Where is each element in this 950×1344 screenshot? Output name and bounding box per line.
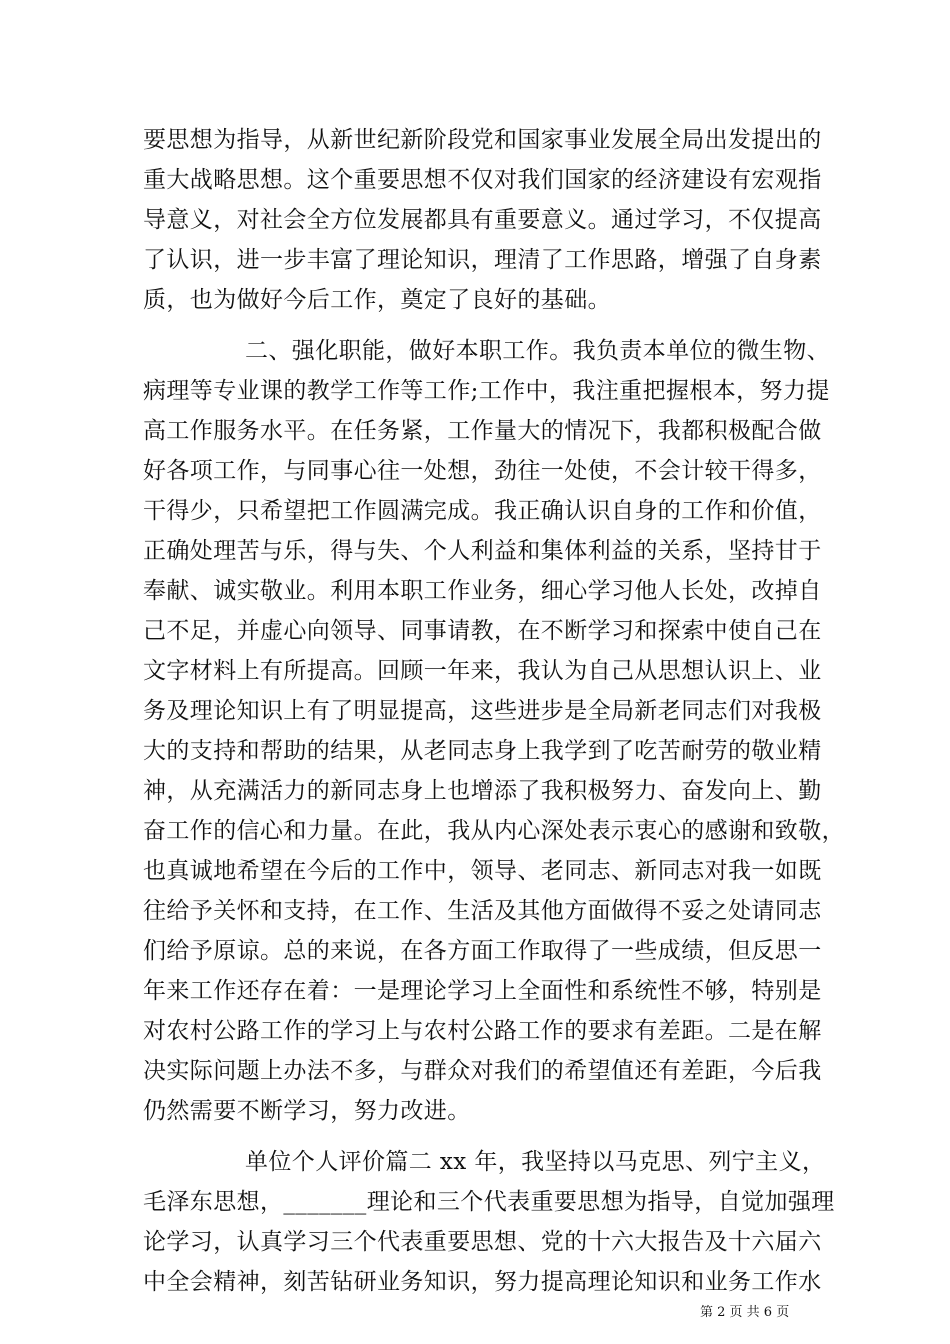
text-line: 决实际问题上办法不多，与群众对我们的希望值还有差距，今后我 <box>143 1058 822 1084</box>
text-line: 好各项工作，与同事心往一处想，劲往一处使，不会计较干得多， <box>143 458 822 484</box>
text-line: 中全会精神，刻苦钻研业务知识，努力提高理论知识和业务工作水 <box>143 1269 822 1295</box>
text-line: 重大战略思想。这个重要思想不仅对我们国家的经济建设有宏观指 <box>143 167 822 193</box>
text-line: 大的支持和帮助的结果，从老同志身上我学到了吃苦耐劳的敬业精 <box>143 738 822 764</box>
text-line: 文字材料上有所提高。回顾一年来，我认为自己从思想认识上、业 <box>143 658 822 684</box>
text-line: 质，也为做好今后工作，奠定了良好的基础。 <box>143 287 611 313</box>
text-line: 了认识，进一步丰富了理论知识，理清了工作思路，增强了自身素 <box>143 247 822 273</box>
text-line: 要思想为指导，从新世纪新阶段党和国家事业发展全局出发提出的 <box>143 127 822 153</box>
text-line: 导意义，对社会全方位发展都具有重要意义。通过学习，不仅提高 <box>143 207 822 233</box>
text-line: 论学习，认真学习三个代表重要思想、党的十六大报告及十六届六 <box>143 1229 822 1255</box>
text-line: 仍然需要不断学习，努力改进。 <box>143 1098 471 1124</box>
text-line: 病理等专业课的教学工作等工作;工作中，我注重把握根本，努力提 <box>143 378 830 404</box>
paragraph-start-line: 二、强化职能，做好本职工作。我负责本单位的微生物、 <box>245 338 830 364</box>
text-line: 神，从充满活力的新同志身上也增添了我积极努力、奋发向上、勤 <box>143 778 822 804</box>
text-line: 奉献、诚实敬业。利用本职工作业务，细心学习他人长处，改掉自 <box>143 578 822 604</box>
text-line: 往给予关怀和支持，在工作、生活及其他方面做得不妥之处请同志 <box>143 898 822 924</box>
text-line: 务及理论知识上有了明显提高，这些进步是全局新老同志们对我极 <box>143 698 822 724</box>
text-line: 己不足，并虚心向领导、同事请教，在不断学习和探索中使自己在 <box>143 618 822 644</box>
text-line: 们给予原谅。总的来说，在各方面工作取得了一些成绩，但反思一 <box>143 938 822 964</box>
text-line: 年来工作还存在着：一是理论学习上全面性和系统性不够，特别是 <box>143 978 822 1004</box>
page-number-footer: 第 2 页 共 6 页 <box>700 1305 790 1320</box>
paragraph-start-line: 单位个人评价篇二 xx 年，我坚持以马克思、列宁主义， <box>245 1149 826 1175</box>
text-line: 干得少，只希望把工作圆满完成。我正确认识自身的工作和价值， <box>143 498 822 524</box>
text-line: 也真诚地希望在今后的工作中，领导、老同志、新同志对我一如既 <box>143 858 822 884</box>
text-line: 高工作服务水平。在任务紧，工作量大的情况下，我都积极配合做 <box>143 418 822 444</box>
text-line: 对农村公路工作的学习上与农村公路工作的要求有差距。二是在解 <box>143 1018 822 1044</box>
text-line: 正确处理苦与乐，得与失、个人利益和集体利益的关系，坚持甘于 <box>143 538 822 564</box>
text-line: 毛泽东思想，_______理论和三个代表重要思想为指导，自觉加强理 <box>143 1189 835 1215</box>
text-line: 奋工作的信心和力量。在此，我从内心深处表示衷心的感谢和致敬， <box>143 818 845 844</box>
